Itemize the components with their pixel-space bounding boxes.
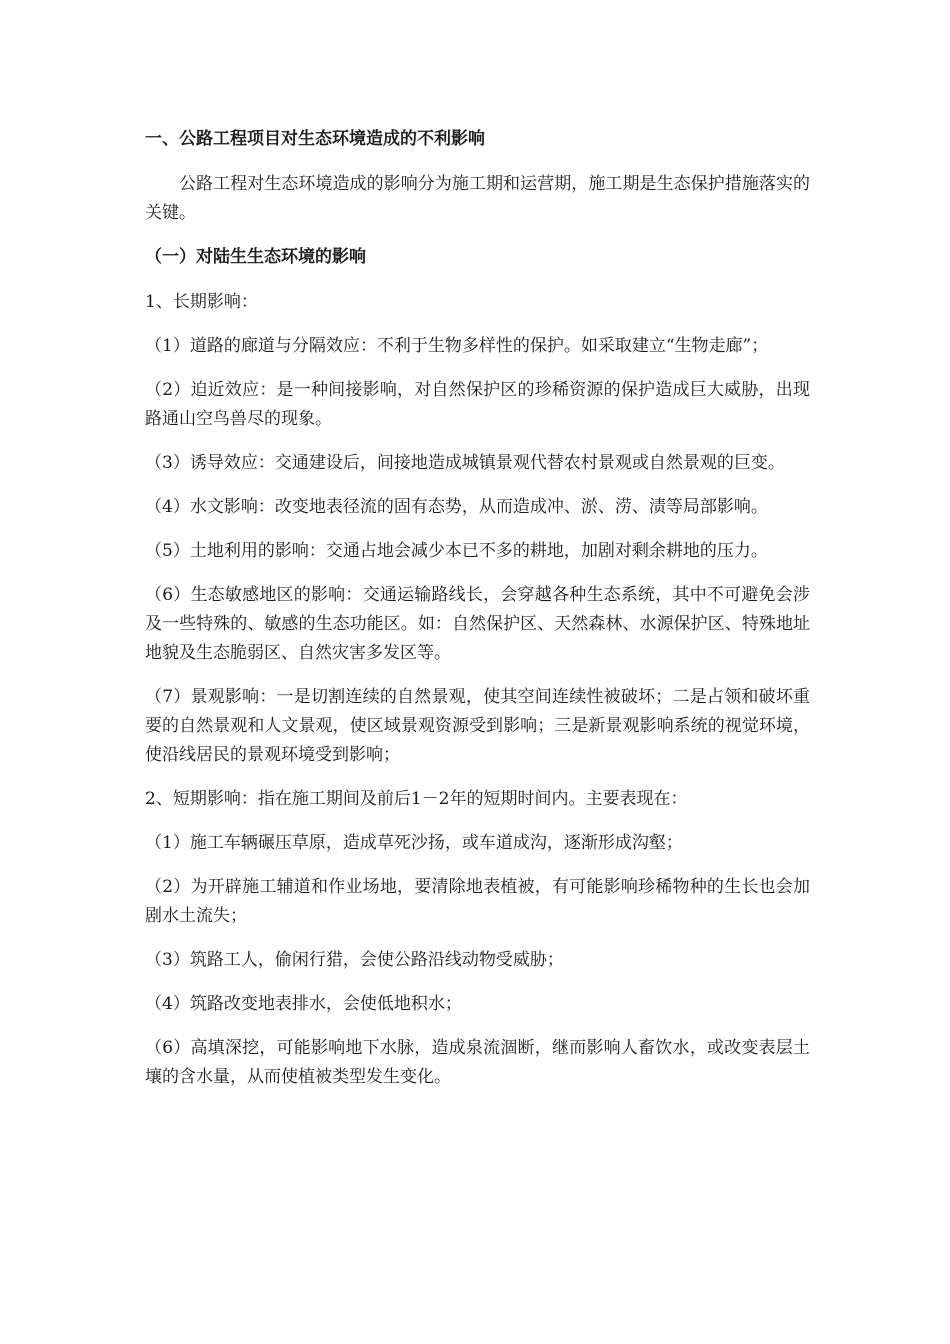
long-term-item-6: （6）生态敏感地区的影响：交通运输路线长，会穿越各种生态系统，其中不可避免会涉及一些特殊的、敏感的生态功能区。如：自然保护区、天然森林、水源保护区、特殊地址地貌及生态脆弱区、自然灾害多发区等。	[145, 585, 810, 663]
long-term-item-2: （2）迫近效应：是一种间接影响，对自然保护区的珍稀资源的保护造成巨大威胁，出现路通山空鸟兽尽的现象。	[145, 380, 810, 429]
long-term-item-4: （4）水文影响：改变地表径流的固有态势，从而造成冲、淤、涝、渍等局部影响。	[145, 497, 768, 517]
document-body	[145, 125, 810, 1107]
long-term-item-5: （5）土地利用的影响：交通占地会减少本已不多的耕地，加剧对剩余耕地的压力。	[145, 541, 768, 561]
short-term-heading: 2、短期影响：指在施工期间及前后1－2年的短期时间内。主要表现在：	[145, 789, 688, 809]
intro-paragraph: 公路工程对生态环境造成的影响分为施工期和运营期，施工期是生态保护措施落实的关键。	[145, 174, 810, 223]
section-title: 一、公路工程项目对生态环境造成的不利影响	[145, 129, 485, 149]
short-term-item-4: （4）筑路改变地表排水，会使低地积水；	[145, 994, 462, 1014]
short-term-item-3: （3）筑路工人，偷闲行猎，会使公路沿线动物受威胁；	[145, 950, 564, 970]
short-term-item-2: （2）为开辟施工辅道和作业场地，要清除地表植被，有可能影响珍稀物种的生长也会加剧水土流失；	[145, 877, 810, 926]
long-term-item-3: （3）诱导效应：交通建设后，间接地造成城镇景观代替农村景观或自然景观的巨变。	[145, 453, 785, 473]
short-term-item-6: （6）高填深挖，可能影响地下水脉，造成泉流涸断，继而影响人畜饮水，或改变表层土壤的含水量，从而使植被类型发生变化。	[145, 1038, 810, 1087]
long-term-item-1: （1）道路的廊道与分隔效应：不利于生物多样性的保护。如采取建立“生物走廊”；	[145, 336, 769, 356]
long-term-item-7: （7）景观影响：一是切割连续的自然景观，使其空间连续性被破坏；二是占领和破坏重要的自然景观和人文景观，使区域景观资源受到影响；三是新景观影响系统的视觉环境，使沿线居民的景观环境受到影响；	[145, 687, 810, 765]
short-term-item-1: （1）施工车辆碾压草原，造成草死沙扬，或车道成沟，逐渐形成沟壑；	[145, 833, 683, 853]
subsection-title: （一）对陆生生态环境的影响	[145, 247, 366, 267]
long-term-heading: 1、长期影响：	[145, 292, 258, 312]
